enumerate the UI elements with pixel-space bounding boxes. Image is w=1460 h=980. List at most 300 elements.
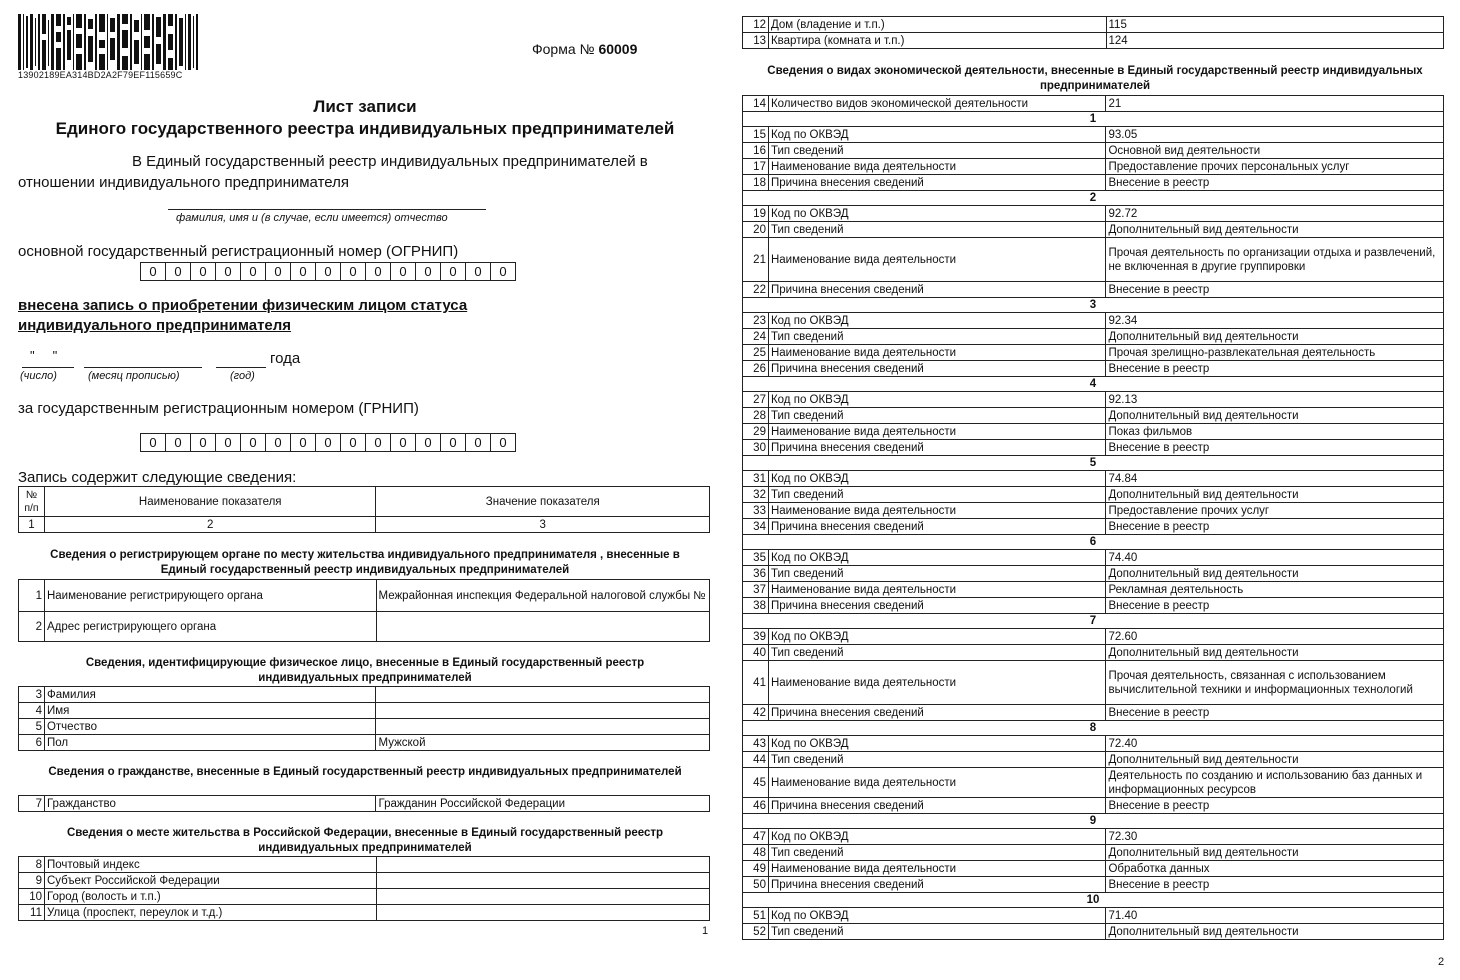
table-address-top — [742, 16, 1444, 49]
digit-cell: 0 — [466, 434, 491, 451]
page-title: Лист записи — [313, 97, 417, 116]
digit-cell: 0 — [499, 264, 507, 279]
digit-cell: 0 — [499, 435, 507, 450]
table-row — [743, 159, 1444, 175]
row-value: 92.13 — [1106, 392, 1444, 408]
row-value — [376, 703, 710, 719]
table-row — [743, 566, 1444, 582]
row-value: 115 — [1106, 17, 1443, 33]
row-value: Рекламная деятельность — [1106, 582, 1444, 598]
table-residence — [18, 856, 710, 921]
row-number: 28 — [743, 408, 769, 424]
table-row — [743, 752, 1444, 768]
ogrnip-digits — [140, 262, 516, 281]
digit-cell: 0 — [141, 263, 166, 280]
row-number: 35 — [743, 550, 769, 566]
fio-line — [168, 209, 486, 210]
row-number: 1 — [19, 580, 45, 612]
row-number: 45 — [743, 768, 769, 798]
digit-cell: 0 — [366, 263, 391, 280]
row-number: 9 — [19, 873, 45, 889]
table-row — [743, 629, 1444, 645]
header-col3: 3 — [376, 517, 710, 533]
page-number-right: 2 — [1438, 956, 1445, 968]
row-name: Код по ОКВЭД — [768, 550, 1105, 566]
row-name: Причина внесения сведений — [768, 282, 1105, 298]
row-number: 50 — [743, 877, 769, 893]
ogrnip-label: основной государственный регистрационный номер (ОГРНИП) — [18, 243, 459, 260]
row-name: Причина внесения сведений — [768, 598, 1105, 614]
group-number: 7 — [743, 614, 1444, 629]
row-name: Причина внесения сведений — [768, 705, 1105, 721]
date-caption-day: (число) — [20, 370, 57, 382]
row-value: Внесение в реестр — [1106, 598, 1444, 614]
table-row — [743, 845, 1444, 861]
group-header-row — [743, 893, 1444, 908]
row-number: 46 — [743, 798, 769, 814]
row-name: Тип сведений — [768, 329, 1105, 345]
date-month-line — [84, 367, 202, 368]
row-value — [376, 719, 710, 735]
group-header-row — [743, 614, 1444, 629]
section-title-residence: Сведения о месте жительства в Российской Федерации, внесенные в Единый государственный реестр индивидуальных предпринимателей — [66, 827, 664, 854]
row-value — [376, 687, 710, 703]
digit-cell: 0 — [191, 434, 216, 451]
table-row — [743, 238, 1444, 282]
group-number: 1 — [743, 112, 1444, 127]
row-name: Причина внесения сведений — [768, 798, 1105, 814]
row-value: Внесение в реестр — [1106, 440, 1444, 456]
row-number: 6 — [19, 735, 45, 751]
row-value: Дополнительный вид деятельности — [1106, 845, 1444, 861]
row-number: 17 — [743, 159, 769, 175]
digit-cell: 0 — [466, 263, 491, 280]
table-row — [743, 550, 1444, 566]
row-name: Имя — [44, 703, 376, 719]
digit-cell: 0 — [416, 434, 441, 451]
table-row — [743, 345, 1444, 361]
table-row — [743, 440, 1444, 456]
row-number: 51 — [743, 908, 769, 924]
row-name: Фамилия — [44, 687, 376, 703]
row-number: 31 — [743, 471, 769, 487]
row-value — [376, 905, 709, 921]
entry-text-line2: индивидуального предпринимателя — [18, 317, 292, 334]
row-number: 11 — [19, 905, 45, 921]
group-header-row — [743, 814, 1444, 829]
row-name: Код по ОКВЭД — [768, 127, 1105, 143]
row-number: 23 — [743, 313, 769, 329]
group-header-row — [743, 191, 1444, 206]
row-number: 2 — [19, 612, 45, 642]
row-value: Прочая зрелищно-развлекательная деятельность — [1106, 345, 1444, 361]
section-title-registering-body: Сведения о регистрирующем органе по месту жительства индивидуального предпринимателя , внесенные в Единый государственный реестр индивидуальных предпринимателей — [50, 549, 680, 576]
row-name: Тип сведений — [768, 845, 1105, 861]
date-year-word: года — [270, 350, 301, 367]
row-value: Дополнительный вид деятельности — [1106, 924, 1444, 940]
digit-cell: 0 — [316, 263, 341, 280]
group-header-row — [743, 298, 1444, 313]
row-number: 4 — [19, 703, 45, 719]
row-value: 21 — [1106, 96, 1444, 112]
table-row — [19, 905, 710, 921]
row-value: 72.30 — [1106, 829, 1444, 845]
table-row — [743, 768, 1444, 798]
row-name: Пол — [44, 735, 376, 751]
table-row — [19, 703, 710, 719]
digit-cell: 0 — [391, 263, 416, 280]
row-number: 44 — [743, 752, 769, 768]
table-row — [743, 143, 1444, 159]
group-number: 3 — [743, 298, 1444, 313]
row-value: Дополнительный вид деятельности — [1106, 222, 1444, 238]
digit-cell: 0 — [216, 263, 241, 280]
table-registering-body — [18, 579, 710, 642]
table-row — [743, 908, 1444, 924]
row-value: 71.40 — [1106, 908, 1444, 924]
row-value: Внесение в реестр — [1106, 877, 1444, 893]
row-number: 33 — [743, 503, 769, 519]
row-name: Отчество — [44, 719, 376, 735]
table-row — [19, 796, 710, 812]
page-subtitle: Единого государственного реестра индивидуальных предпринимателей — [55, 119, 675, 138]
digit-cell: 0 — [141, 434, 166, 451]
row-name: Код по ОКВЭД — [768, 736, 1105, 752]
row-number: 8 — [19, 857, 45, 873]
group-number: 10 — [743, 893, 1444, 908]
section-title-citizenship: Сведения о гражданстве, внесенные в Единый государственный реестр индивидуальных предпринимателей — [48, 766, 682, 778]
digit-cell: 0 — [341, 434, 366, 451]
table-identification — [18, 686, 710, 751]
digit-cell: 0 — [341, 263, 366, 280]
row-number: 36 — [743, 566, 769, 582]
row-number: 29 — [743, 424, 769, 440]
table-row — [743, 329, 1444, 345]
header-num: № п/п — [19, 487, 45, 517]
table-row — [743, 736, 1444, 752]
row-name: Наименование вида деятельности — [768, 159, 1105, 175]
row-value: Внесение в реестр — [1106, 361, 1444, 377]
row-value: Предоставление прочих услуг — [1106, 503, 1444, 519]
row-name: Тип сведений — [768, 487, 1105, 503]
row-value: 92.72 — [1106, 206, 1444, 222]
row-value: Прочая деятельность, связанная с использованием вычислительной техники и информационных технологий — [1106, 661, 1444, 705]
barcode-text: 13902189EA314BD2A2F79EF115659C — [18, 70, 183, 80]
digit-cell: 0 — [391, 434, 416, 451]
date-day-line — [22, 367, 74, 368]
row-value: Дополнительный вид деятельности — [1106, 566, 1444, 582]
row-value: Основной вид деятельности — [1106, 143, 1444, 159]
table-row — [743, 361, 1444, 377]
table-row — [743, 829, 1444, 845]
row-number: 26 — [743, 361, 769, 377]
group-header-row — [743, 456, 1444, 471]
row-value: Мужской — [376, 735, 710, 751]
section-title-okved: Сведения о видах экономической деятельности, внесенные в Единый государственный реестр индивидуальных предпринимателей — [767, 65, 1423, 92]
row-value: 93.05 — [1106, 127, 1444, 143]
row-number: 3 — [19, 687, 45, 703]
table-row — [743, 598, 1444, 614]
row-value: Внесение в реестр — [1106, 282, 1444, 298]
row-value — [376, 612, 710, 642]
row-name: Наименование вида деятельности — [768, 661, 1105, 705]
grnip-digits — [140, 433, 516, 452]
group-number: 6 — [743, 535, 1444, 550]
intro-text-line2: отношении индивидуального предпринимателя — [18, 174, 349, 191]
table-row — [743, 705, 1444, 721]
digit-cell: 0 — [166, 434, 191, 451]
table-row — [743, 17, 1444, 33]
row-number: 20 — [743, 222, 769, 238]
table-row — [19, 580, 710, 612]
digit-cell: 0 — [191, 263, 216, 280]
row-number: 37 — [743, 582, 769, 598]
row-number: 47 — [743, 829, 769, 845]
row-number: 42 — [743, 705, 769, 721]
table-row — [19, 719, 710, 735]
row-number: 15 — [743, 127, 769, 143]
row-name: Тип сведений — [768, 143, 1105, 159]
row-value: 74.40 — [1106, 550, 1444, 566]
row-name: Тип сведений — [768, 752, 1105, 768]
row-name: Наименование регистрирующего органа — [44, 580, 376, 612]
row-value — [376, 889, 709, 905]
table-row — [19, 612, 710, 642]
row-name: Наименование вида деятельности — [768, 424, 1105, 440]
row-number: 32 — [743, 487, 769, 503]
row-name: Наименование вида деятельности — [768, 768, 1105, 798]
digit-cell: 0 — [316, 434, 341, 451]
row-name: Наименование вида деятельности — [768, 345, 1105, 361]
row-number: 27 — [743, 392, 769, 408]
row-name: Квартира (комната и т.п.) — [768, 33, 1106, 49]
fio-caption: фамилия, имя и (в случае, если имеется) отчество — [176, 212, 448, 224]
row-name: Тип сведений — [768, 222, 1105, 238]
table-row — [19, 735, 710, 751]
table-okved — [742, 95, 1444, 940]
digit-cell: 0 — [291, 434, 316, 451]
row-number: 21 — [743, 238, 769, 282]
row-number: 34 — [743, 519, 769, 535]
form-number: Форма № 60009 — [532, 41, 638, 57]
row-number: 10 — [19, 889, 45, 905]
header-table — [18, 486, 710, 533]
row-number: 19 — [743, 206, 769, 222]
row-name: Причина внесения сведений — [768, 877, 1105, 893]
row-number: 30 — [743, 440, 769, 456]
row-value: Показ фильмов — [1106, 424, 1444, 440]
row-value — [376, 857, 709, 873]
row-value: 72.40 — [1106, 736, 1444, 752]
row-name: Улица (проспект, переулок и т.д.) — [44, 905, 376, 921]
row-name: Тип сведений — [768, 566, 1105, 582]
digit-cell: 0 — [266, 263, 291, 280]
barcode — [18, 14, 198, 70]
row-name: Количество видов экономической деятельности — [768, 96, 1105, 112]
row-name: Причина внесения сведений — [768, 175, 1105, 191]
table-row — [19, 889, 710, 905]
row-value: Дополнительный вид деятельности — [1106, 408, 1444, 424]
row-name: Тип сведений — [768, 408, 1105, 424]
row-name: Код по ОКВЭД — [768, 313, 1105, 329]
table-row — [743, 206, 1444, 222]
digit-cell: 0 — [291, 263, 316, 280]
row-value: 74.84 — [1106, 471, 1444, 487]
digit-cell: 0 — [366, 434, 391, 451]
row-value: Деятельность по созданию и использованию баз данных и информационных ресурсов — [1106, 768, 1444, 798]
header-name: Наименование показателя — [44, 487, 376, 517]
table-row — [743, 175, 1444, 191]
row-name: Дом (владение и т.п.) — [768, 17, 1106, 33]
table-row — [743, 861, 1444, 877]
table-row — [743, 424, 1444, 440]
table-row — [19, 687, 710, 703]
row-name: Причина внесения сведений — [768, 440, 1105, 456]
row-value: Внесение в реестр — [1106, 519, 1444, 535]
row-name: Причина внесения сведений — [768, 361, 1105, 377]
page-number-left: 1 — [702, 925, 709, 937]
row-name: Наименование вида деятельности — [768, 503, 1105, 519]
section-title-identification: Сведения, идентифицирующие физическое лицо, внесенные в Единый государственный реестр индивидуальных предпринимателей — [85, 657, 645, 684]
row-value: Внесение в реестр — [1106, 705, 1444, 721]
row-name: Код по ОКВЭД — [768, 829, 1105, 845]
row-number: 13 — [743, 33, 769, 49]
table-row — [743, 924, 1444, 940]
row-number: 12 — [743, 17, 769, 33]
row-value: Внесение в реестр — [1106, 175, 1444, 191]
grnip-label: за государственным регистрационным номером (ГРНИП) — [18, 400, 419, 417]
digit-cell: 0 — [241, 263, 266, 280]
row-name: Адрес регистрирующего органа — [44, 612, 376, 642]
header-col2: 2 — [44, 517, 376, 533]
table-row — [743, 582, 1444, 598]
row-value: Дополнительный вид деятельности — [1106, 645, 1444, 661]
row-name: Наименование вида деятельности — [768, 582, 1105, 598]
row-name: Код по ОКВЭД — [768, 471, 1105, 487]
row-value: Дополнительный вид деятельности — [1106, 329, 1444, 345]
row-number: 22 — [743, 282, 769, 298]
row-value: Внесение в реестр — [1106, 798, 1444, 814]
intro-text-line1: В Единый государственный реестр индивидуальных предпринимателей в — [132, 153, 648, 170]
table-row — [743, 519, 1444, 535]
group-number: 8 — [743, 721, 1444, 736]
row-name: Город (волость и т.п.) — [44, 889, 376, 905]
digit-cell: 0 — [266, 434, 291, 451]
table-row — [743, 392, 1444, 408]
table-citizenship — [18, 795, 710, 812]
header-value: Значение показателя — [376, 487, 710, 517]
table-row — [743, 33, 1444, 49]
row-number: 38 — [743, 598, 769, 614]
table-row — [743, 408, 1444, 424]
row-number: 5 — [19, 719, 45, 735]
date-caption-year: (год) — [230, 370, 255, 382]
table-row — [743, 503, 1444, 519]
group-number: 2 — [743, 191, 1444, 206]
table-row — [743, 96, 1444, 112]
header-col1: 1 — [19, 517, 45, 533]
table-row — [743, 487, 1444, 503]
row-name: Тип сведений — [768, 645, 1105, 661]
group-header-row — [743, 721, 1444, 736]
digit-cell: 0 — [416, 263, 441, 280]
row-number: 18 — [743, 175, 769, 191]
row-value: Прочая деятельность по организации отдыха и развлечений, не включенная в другие группировки — [1106, 238, 1444, 282]
digit-cell: 0 — [441, 434, 466, 451]
row-number: 25 — [743, 345, 769, 361]
row-name: Код по ОКВЭД — [768, 206, 1105, 222]
digit-cell: 0 — [216, 434, 241, 451]
table-row — [743, 798, 1444, 814]
row-value: 72.60 — [1106, 629, 1444, 645]
date-caption-month: (месяц прописью) — [88, 370, 180, 382]
row-number: 16 — [743, 143, 769, 159]
row-number: 43 — [743, 736, 769, 752]
row-value: 124 — [1106, 33, 1443, 49]
entry-text-line1: внесена запись о приобретении физическим лицом статуса — [18, 297, 468, 314]
group-number: 5 — [743, 456, 1444, 471]
row-number: 40 — [743, 645, 769, 661]
row-value: Дополнительный вид деятельности — [1106, 752, 1444, 768]
row-number: 39 — [743, 629, 769, 645]
row-name: Гражданство — [44, 796, 376, 812]
digit-cell: 0 — [241, 434, 266, 451]
table-row — [743, 313, 1444, 329]
row-value: Межрайонная инспекция Федеральной налоговой службы № — [376, 580, 710, 612]
row-number: 7 — [19, 796, 45, 812]
table-row — [19, 873, 710, 889]
row-name: Тип сведений — [768, 924, 1105, 940]
table-row — [743, 127, 1444, 143]
group-number: 4 — [743, 377, 1444, 392]
row-name: Код по ОКВЭД — [768, 908, 1105, 924]
row-name: Причина внесения сведений — [768, 519, 1105, 535]
row-value: Предоставление прочих персональных услуг — [1106, 159, 1444, 175]
date-quotes: " " — [30, 348, 58, 363]
date-year-line — [216, 367, 266, 368]
group-number: 9 — [743, 814, 1444, 829]
row-name: Код по ОКВЭД — [768, 629, 1105, 645]
table-row — [743, 645, 1444, 661]
row-name: Наименование вида деятельности — [768, 861, 1105, 877]
contains-label: Запись содержит следующие сведения: — [18, 469, 297, 486]
group-header-row — [743, 377, 1444, 392]
table-row — [743, 282, 1444, 298]
table-row — [743, 471, 1444, 487]
table-row — [743, 661, 1444, 705]
row-number: 41 — [743, 661, 769, 705]
table-row — [743, 222, 1444, 238]
row-value — [376, 873, 709, 889]
digit-cell: 0 — [166, 263, 191, 280]
table-row — [743, 877, 1444, 893]
row-value: Гражданин Российской Федерации — [376, 796, 710, 812]
row-name: Субъект Российской Федерации — [44, 873, 376, 889]
group-header-row — [743, 112, 1444, 127]
row-value: Дополнительный вид деятельности — [1106, 487, 1444, 503]
row-number: 49 — [743, 861, 769, 877]
row-number: 52 — [743, 924, 769, 940]
group-header-row — [743, 535, 1444, 550]
row-name: Наименование вида деятельности — [768, 238, 1105, 282]
digit-cell: 0 — [441, 263, 466, 280]
table-row — [19, 857, 710, 873]
row-value: Обработка данных — [1106, 861, 1444, 877]
row-number: 48 — [743, 845, 769, 861]
row-number: 24 — [743, 329, 769, 345]
row-number: 14 — [743, 96, 769, 112]
row-value: 92.34 — [1106, 313, 1444, 329]
